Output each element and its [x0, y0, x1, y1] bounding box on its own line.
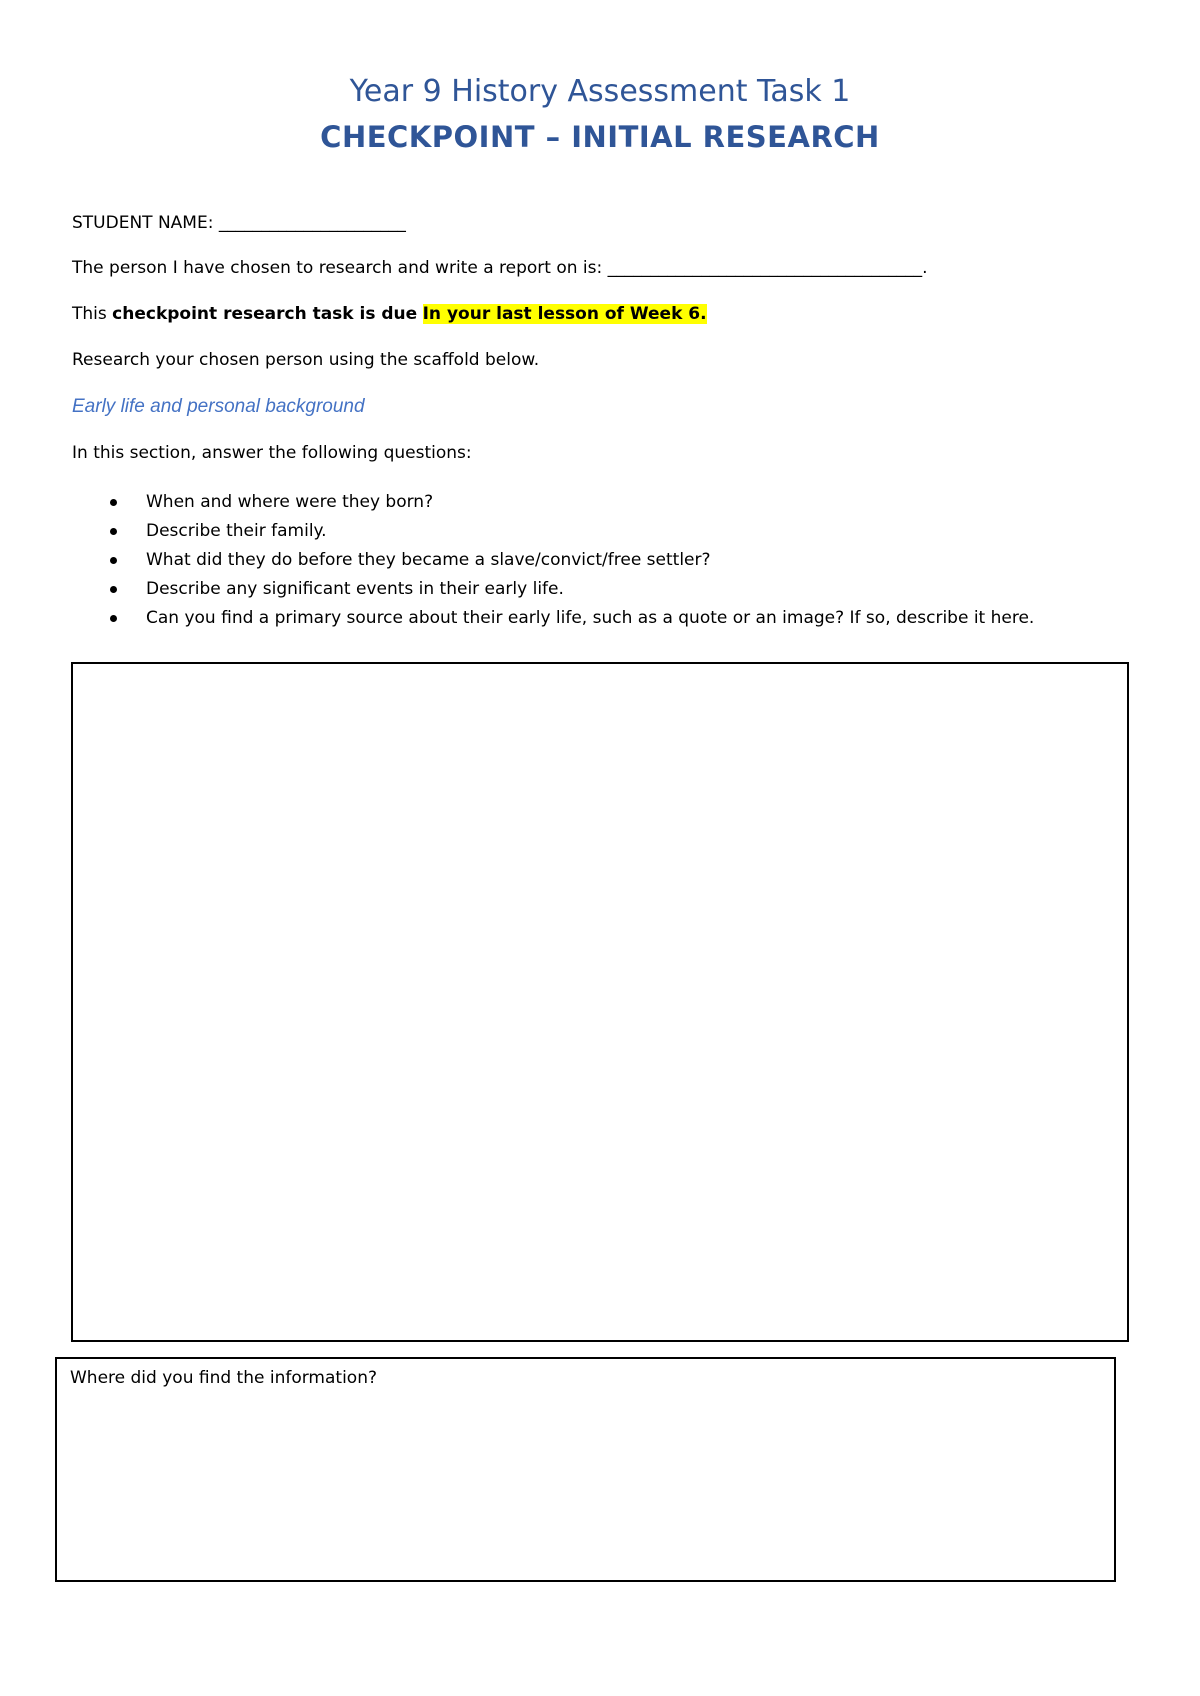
answer-box[interactable]: [71, 662, 1129, 1342]
question-text: Describe any significant events in their early life.: [146, 579, 564, 599]
student-name-blank[interactable]: ______________________: [218, 213, 406, 233]
instruction-text: Research your chosen person using the scaffold below.: [72, 350, 540, 370]
question-text: What did they do before they became a slave/convict/free settler?: [146, 550, 711, 570]
sources-box-label: Where did you find the information?: [70, 1368, 377, 1388]
list-item: [72, 519, 1034, 548]
bullet-icon: [110, 528, 117, 535]
section-intro: In this section, answer the following questions:: [72, 443, 472, 463]
list-item: [72, 490, 1034, 519]
document-title: Year 9 History Assessment Task 1: [349, 74, 851, 109]
due-bold-text: checkpoint research task is due: [112, 304, 418, 324]
question-text: Describe their family.: [146, 521, 327, 541]
due-space: [417, 304, 422, 324]
question-text: When and where were they born?: [146, 492, 434, 512]
list-item: [72, 577, 1034, 606]
document-subtitle: CHECKPOINT – INITIAL RESEARCH: [320, 120, 880, 154]
bullet-icon: [110, 586, 117, 593]
student-name-line: [72, 213, 406, 233]
student-name-label: STUDENT NAME:: [72, 213, 214, 233]
chosen-person-blank[interactable]: _____________________________________.: [607, 258, 928, 278]
due-date-highlight: In your last lesson of Week 6.: [422, 304, 707, 324]
sources-box[interactable]: [55, 1357, 1116, 1582]
bullet-icon: [110, 499, 117, 506]
due-prefix: This: [72, 304, 113, 324]
question-list: [72, 490, 1034, 635]
chosen-person-line: [72, 258, 928, 278]
section-heading: Early life and personal background: [72, 396, 365, 417]
due-date-line: [72, 304, 707, 324]
list-item: [72, 548, 1034, 577]
bullet-icon: [110, 615, 117, 622]
chosen-person-text: The person I have chosen to research and write a report on is:: [72, 258, 603, 278]
bullet-icon: [110, 557, 117, 564]
question-text: Can you find a primary source about their early life, such as a quote or an image? If so, describe it here.: [146, 608, 1035, 628]
list-item: [72, 606, 1034, 635]
